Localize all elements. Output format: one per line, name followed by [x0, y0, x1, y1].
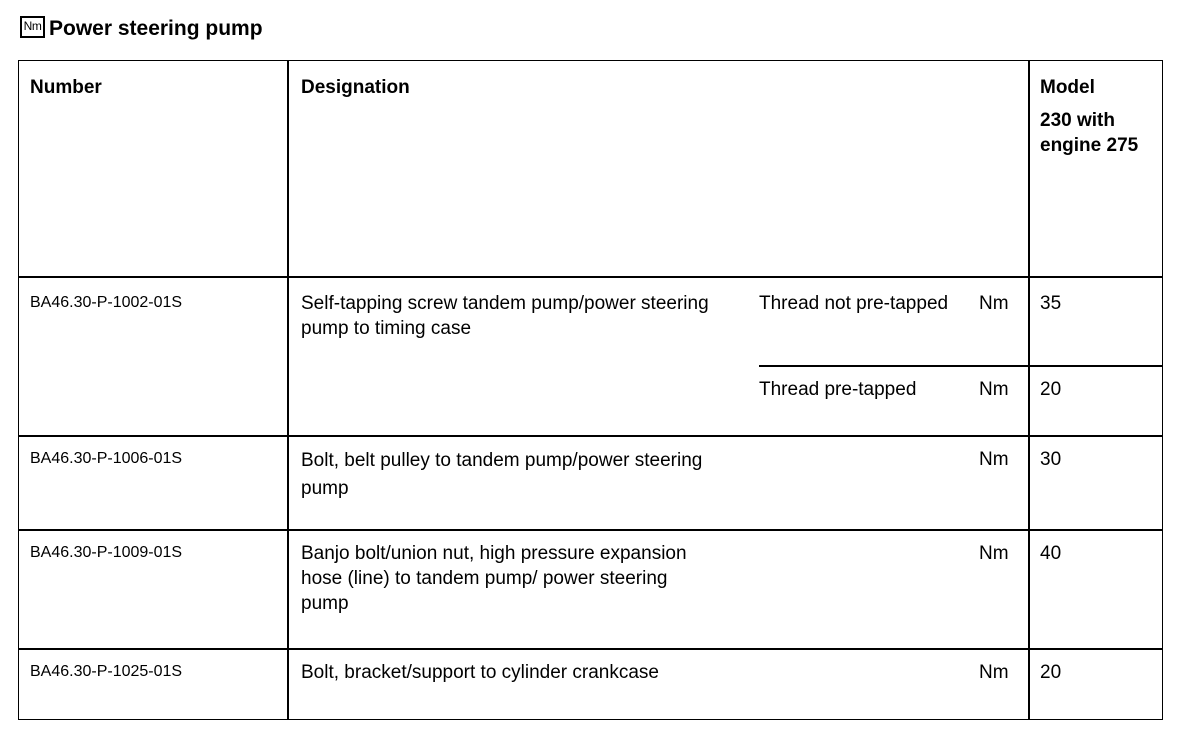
page-header — [20, 14, 263, 44]
torque-nm-icon: Nm — [20, 16, 45, 38]
row-condition: Thread pre-tapped — [759, 379, 917, 400]
row-number: BA46.30-P-1009-01S — [30, 544, 183, 561]
row-number: BA46.30-P-1006-01S — [30, 450, 183, 467]
row-unit: Nm — [979, 379, 1009, 400]
row-value: 35 — [1040, 293, 1062, 314]
row-value: 20 — [1040, 379, 1062, 400]
header-number: Number — [30, 77, 102, 98]
row-unit: Nm — [979, 662, 1009, 683]
header-model: Model — [1040, 77, 1095, 98]
row-divider — [19, 529, 1162, 531]
row-designation: Bolt, bracket/support to cylinder crankcase — [301, 662, 660, 683]
row-designation: Bolt, belt pulley to tandem pump/power steering pump — [301, 450, 703, 499]
row-designation: Self-tapping screw tandem pump/power steering pump to timing case — [301, 293, 709, 339]
header-model-variant: 230 with engine 275 — [1040, 110, 1139, 156]
row-divider — [19, 276, 1162, 278]
row-value: 20 — [1040, 662, 1062, 683]
torque-table — [18, 60, 1163, 720]
column-divider — [287, 61, 289, 719]
row-designation: Banjo bolt/union nut, high pressure expansion hose (line) to tandem pump/ power steering pump — [301, 543, 687, 614]
row-value: 30 — [1040, 449, 1062, 470]
row-unit: Nm — [979, 449, 1009, 470]
row-unit: Nm — [979, 293, 1009, 314]
sub-row-divider — [759, 365, 1162, 367]
row-number: BA46.30-P-1002-01S — [30, 294, 183, 311]
row-divider — [19, 435, 1162, 437]
column-divider — [1028, 61, 1030, 719]
row-number: BA46.30-P-1025-01S — [30, 663, 183, 680]
row-unit: Nm — [979, 543, 1009, 564]
row-value: 40 — [1040, 543, 1062, 564]
row-divider — [19, 648, 1162, 650]
page-title: Power steering pump — [49, 17, 263, 40]
header-designation: Designation — [301, 77, 410, 98]
row-condition: Thread not pre-tapped — [759, 293, 949, 314]
